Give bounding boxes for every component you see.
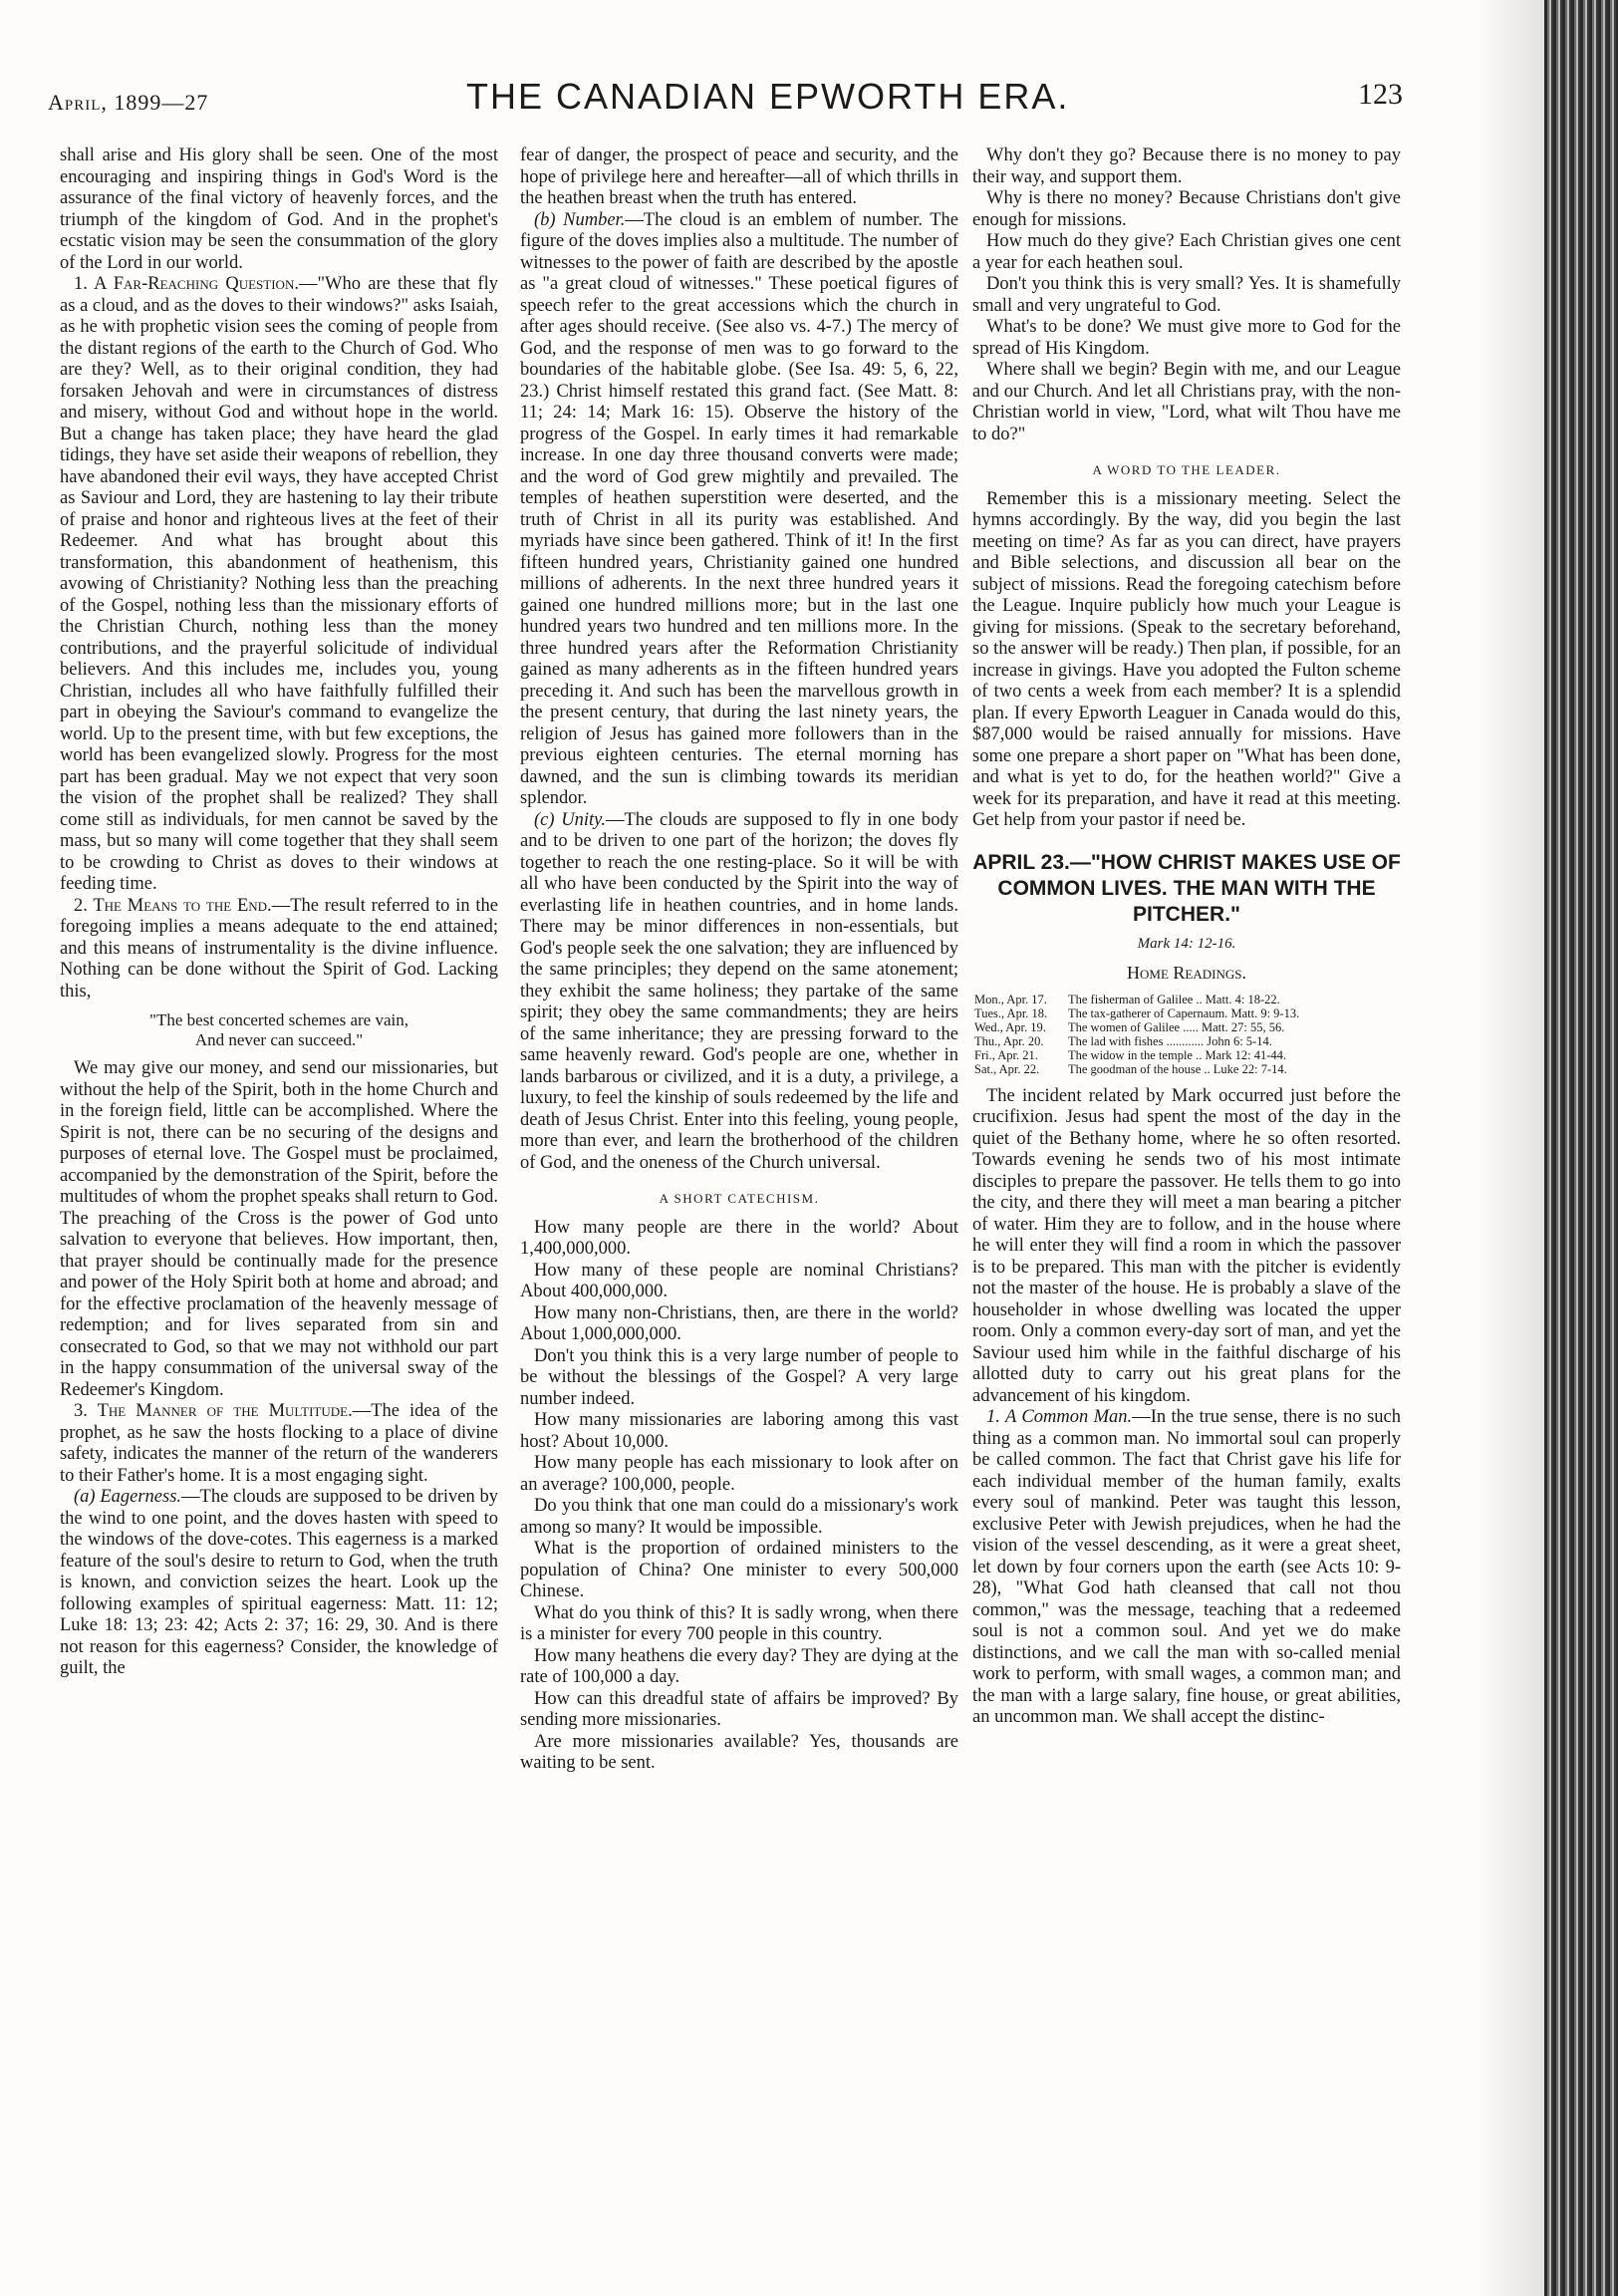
verse-quote	[60, 1010, 498, 1050]
catechism-item: What's to be done? We must give more to God for the spread of His Kingdom.	[972, 317, 1401, 359]
reading-day: Wed., Apr. 19.	[974, 1019, 1046, 1034]
catechism-heading: A SHORT CATECHISM.	[659, 1191, 820, 1206]
paragraph: shall arise and His glory shall be seen. One of the most encouraging and inspiring things in God's Word is the assurance of the final victory of heavenly forces, and the triumph of the kingdom of God. And in the prophet's ecstatic vision may be seen the consummation of the glory of the Lord in our world.	[60, 145, 498, 273]
page-gutter-shadow	[1475, 0, 1544, 2296]
home-readings-heading: Home Readings.	[1127, 963, 1246, 983]
subsection-number	[520, 210, 958, 810]
paragraph: We may give our money, and send our missionaries, but without the help of the Spirit, both in the home Church and in the foreign field, little can be accomplished. Where the Spirit is not, there can be no securing of the designs and purposes of eternal love. The Gospel must be proclaimed, accompanied by the demonstration of the Spirit, before the multitudes of whom the prophet speaks shall return to God. The preaching of the Cross is the power of God unto salvation to everyone that believes. How important, then, that prayer should be continually made for the presence and power of the Holy Spirit both at home and abroad; and for the effective proclamation of the heavenly message of redemption; and for lives separated from sin and consecrated to God, so that we may not withhold our part in the happy consummation of the universal sway of the Redeemer's Kingdom.	[60, 1058, 498, 1400]
catechism-item: How many non-Christians, then, are there in the world? About 1,000,000,000.	[520, 1302, 958, 1344]
scripture-reference: Mark 14: 12-16.	[1137, 935, 1236, 952]
catechism-item: Do you think that one man could do a missionary's work among so many? It would be impossible.	[520, 1496, 958, 1538]
header-date: April, 1899—27	[48, 90, 209, 115]
section-means-to-end	[60, 896, 498, 1004]
leader-heading: A WORD TO THE LEADER.	[1092, 462, 1281, 477]
section-heading: 1. A Far-Reaching Question.	[74, 274, 299, 294]
reading-day: Fri., Apr. 21.	[974, 1047, 1038, 1062]
page-number: 123	[1358, 78, 1403, 111]
page-header	[48, 72, 1403, 122]
reading-day: Tues., Apr. 18.	[974, 1005, 1048, 1020]
table-row	[972, 993, 1401, 1006]
catechism-item: Where shall we begin? Begin with me, and our League and our Church. And let all Christians pray, with the non-Christian world in view, "Lord, what wilt Thou have me to do?"	[972, 360, 1401, 444]
reading-day: Sat., Apr. 22.	[974, 1061, 1040, 1076]
catechism-item: How many people are there in the world? About 1,400,000,000.	[520, 1217, 958, 1259]
subsection-body: —The clouds are supposed to fly in one body and to be driven to one part of the horizon; the doves fly together to reach the one resting-place. So it will be with all who have been conducted by the Spirit into the way of everlasting life in heathen countries, and in home lands. There may be minor differences in non-essentials, but God's people seek the one salvation; they are influenced by the same principles; they depend on the same atonement; they exhibit the same holiness; they partake of the same spirit; they obey the same commandments; they are heirs of the same inheritance; they are pressing forward to the same heavenly reward. God's people are one, whether in lands barbarous or civilized, and it is a duty, a privilege, a luxury, to feel the kinship of souls redeemed by the life and death of Jesus Christ. Enter into this feeling, young people, more than ever, and learn the brotherhood of the children of God, and the oneness of the Church universal.	[520, 809, 958, 1173]
column-1	[60, 145, 498, 1680]
reading-day: Mon., Apr. 17.	[974, 992, 1047, 1006]
reading-text: The women of Galilee ..... Matt. 27: 55, 56.	[1068, 1019, 1285, 1034]
reading-text: The goodman of the house .. Luke 22: 7-14.	[1068, 1061, 1287, 1076]
section-far-reaching-question	[60, 274, 498, 896]
table-row	[972, 1034, 1401, 1048]
column-2	[520, 145, 958, 1775]
catechism-item: How can this dreadful state of affairs be improved? By sending more missionaries.	[520, 1688, 958, 1730]
table-row	[972, 1020, 1401, 1034]
column-3	[972, 145, 1401, 1729]
table-row	[972, 1006, 1401, 1020]
reading-text: The tax-gatherer of Capernaum. Matt. 9: 9-13.	[1068, 1005, 1300, 1020]
quote-line: "The best concerted schemes are vain,	[149, 1010, 408, 1029]
catechism-item: How many missionaries are laboring among this vast host? About 10,000.	[520, 1410, 958, 1452]
subsection-heading: (c) Unity.	[534, 809, 606, 830]
catechism-item: Don't you think this is very small? Yes. It is shamefully small and very ungrateful to God.	[972, 274, 1401, 316]
subsection-heading: (b) Number.	[534, 209, 626, 230]
topic-title: APRIL 23.—"HOW CHRIST MAKES USE OF COMMON LIVES. THE MAN WITH THE PITCHER."	[972, 850, 1401, 926]
subsection-unity	[520, 810, 958, 1175]
section-body: —The idea of the prophet, as he saw the hosts flocking to a place of divine safety, indicates the manner of the return of the wanderers to their Father's home. It is a most engaging sight.	[60, 1401, 498, 1486]
catechism-item: Why is there no money? Because Christians don't give enough for missions.	[972, 188, 1401, 230]
catechism-item: Don't you think this is a very large number of people to be without the blessings of the Gospel? A very large number indeed.	[520, 1345, 958, 1409]
catechism-item: How much do they give? Each Christian gives one cent a year for each heathen soul.	[972, 231, 1401, 273]
section-body: —In the true sense, there is no such thing as a common man. No immortal soul can properly be called common. The fact that Christ gave his life for each individual member of the human family, exalts every soul of mankind. Peter was taught this lesson, exclusive Peter with Jewish prejudices, when he had the vision of the vessel descending, as it were a great sheet, let down by four corners upon the earth (see Acts 10: 9-28), "What God hath cleansed that call not thou common," was the message, teaching that a redeemed soul is not a common soul. And yet we do make distinctions, and we call the man with so-called menial work to perform, with small wages, a common man; and the man with a large salary, fine house, or great abilities, an uncommon man. We shall accept the distinc-	[972, 1407, 1401, 1727]
book-spine-edge	[1544, 0, 1618, 2296]
paragraph: The incident related by Mark occurred just before the crucifixion. Jesus had spent the most of the day in the quiet of the Bethany home, where he so often resorted. Towards evening he sends two of his most intimate disciples to prepare the passover. He tells them to go into the city, and there they will meet a man bearing a pitcher of water. Him they are to follow, and in the house where he will enter they will find a room in which the passover is to be prepared. This man with the pitcher is evidently not the master of the house. He is probably a slave of the householder in whose dwelling was located the upper room. Only a common every-day sort of man, and yet the Saviour used him while in the faithful discharge of his allotted duty to carry out his great plans for the advancement of his kingdom.	[972, 1085, 1401, 1406]
table-row	[972, 1062, 1401, 1076]
catechism-item: Are more missionaries available? Yes, thousands are waiting to be sent.	[520, 1731, 958, 1773]
reading-text: The widow in the temple .. Mark 12: 41-44.	[1068, 1047, 1287, 1062]
section-manner-of-multitude	[60, 1401, 498, 1487]
subsection-heading: (a) Eagerness.	[74, 1487, 182, 1507]
catechism-item: What is the proportion of ordained ministers to the population of China? One minister to every 500,000 Chinese.	[520, 1539, 958, 1601]
subsection-body: —The cloud is an emblem of number. The figure of the doves implies also a multitude. The number of witnesses to the power of faith are described by the apostle as "a great cloud of witnesses." These poetical figures of speech refer to the great accessions which the church in after ages should receive. (See also vs. 4-7.) The mercy of God, and the response of men was to go forward to the boundaries of the habitable globe. (See Isa. 49: 5, 6, 22, 23.) Christ himself restated this grand fact. (See Matt. 8: 11; 24: 14; Mark 16: 15). Observe the history of the progress of the Gospel. In early times it had remarkable increase. In one day three thousand converts were made; and the word of God grew mightily and prevailed. The temples of heathen superstition were deserted, and the truth of Christ in all its purity was established. And myriads have since been gathered. Think of it! In the first fifteen hundred years, Christianity gained one hundred millions of adherents. In the next three hundred years it gained one hundred millions more; but in the last one hundred years two hundred and ten millions more. In the three hundred years after the Reformation Christianity gained as many adherents as in the fifteen hundred years preceding it. And such has been the marvellous growth in the present century, that during the last ninety years, the religion of Jesus has gained more followers than in the previous eighteen centuries. The eternal morning has dawned, and the sun is climbing towards its meridian splendor.	[520, 209, 958, 808]
catechism-item: Why don't they go? Because there is no money to pay their way, and support them.	[972, 145, 1401, 187]
reading-text: The lad with fishes ............ John 6: 5-14.	[1068, 1033, 1272, 1048]
section-body: —"Who are these that fly as a cloud, and as the doves to their windows?" asks Isaiah, as he with prophetic vision sees the coming of people from the distant regions of the earth to the Church of God. Who are they? Well, as to their original condition, they had forsaken Jehovah and were in circumstances of distress and misery, without God and without hope in the world. But a change has taken place; they have heard the glad tidings, they have set aside their weapons of rebellion, they have abandoned their evil ways, they have accepted Christ as Saviour and Lord, they are hastening to lay their tribute of praise and honor and righteous lives at the feet of their Redeemer. And what has brought about this transformation, this abandonment of heathenism, this avowing of Christianity? Nothing less than the preaching of the Gospel, nothing less than the missionary efforts of the Christian Church, nothing less than the money contributions, and the prayerful solicitude of individual believers. And this includes me, includes you, young Christian, includes all who have faithfully fulfilled their part in obeying the Saviour's command to evangelize the world. Up to the present time, with but few exceptions, the world has been evangelized slowly. Progress for the most part has been gradual. May we not expect that very soon the vision of the prophet shall be realized? They shall come still as individuals, for men cannot be saved by the mass, but so many will come together that they shall seem to be crowding to Christ as doves to their windows at feeding time.	[60, 274, 498, 894]
catechism-item: What do you think of this? It is sadly wrong, when there is a minister for every 700 people in this country.	[520, 1602, 958, 1644]
section-heading: 3. The Manner of the Multitude.	[74, 1401, 353, 1421]
catechism-item: How many of these people are nominal Christians? About 400,000,000.	[520, 1260, 958, 1301]
leader-paragraph: Remember this is a missionary meeting. Select the hymns accordingly. By the way, did you begin the last meeting on time? As far as you can direct, have prayers and Bible selections, and discussion all bear on the subject of missions. Read the foregoing catechism before the League. Inquire publicly how much your League is giving for missions. (Speak to the secretary beforehand, so the answer will be ready.) Then plan, if possible, for an increase in givings. Have you adopted the Fulton scheme of two cents a week from each member? It is a splendid plan. If every Epworth Leaguer in Canada would do this, $87,000 would be raised annually for missions. Have some one prepare a short paper on "What has been done, and what is yet to do, for the heathen world?" Give a week for its preparation, and have it read at this meeting. Get help from your pastor if need be.	[972, 488, 1401, 830]
section-heading: 2. The Means to the End.	[74, 895, 272, 916]
reading-text: The fisherman of Galilee .. Matt. 4: 18-22.	[1068, 992, 1280, 1006]
table-row	[972, 1048, 1401, 1062]
section-common-man	[972, 1407, 1401, 1729]
reading-day: Thu., Apr. 20.	[974, 1033, 1044, 1048]
catechism-item: How many heathens die every day? They are dying at the rate of 100,000 a day.	[520, 1645, 958, 1687]
publication-title: THE CANADIAN EPWORTH ERA.	[466, 76, 1070, 117]
quote-line: And never can succeed."	[194, 1030, 364, 1049]
subsection-eagerness	[60, 1487, 498, 1680]
catechism-item: How many people has each missionary to look after on an average? 100,000, people.	[520, 1453, 958, 1495]
section-heading: 1. A Common Man.	[986, 1407, 1133, 1427]
section-body: —The result referred to in the foregoing implies a means adequate to the end attained; and this means of instrumentality is the divine influence. Nothing can be done without the Spirit of God. Lacking this,	[60, 895, 498, 1002]
subsection-body: —The clouds are supposed to be driven by the wind to one point, and the doves hasten with speed to the windows of the dove-cotes. This eagerness is a marked feature of the soul's desire to return to God, when the truth is known, and conviction seizes the heart. Look up the following examples of spiritual eagerness: Matt. 11: 12; Luke 18: 13; 23: 42; Acts 2: 37; 16: 29, 30. And is there not reason for this eagerness? Consider, the knowledge of guilt, the	[60, 1487, 498, 1678]
home-readings-table	[972, 993, 1401, 1076]
paragraph: fear of danger, the prospect of peace and security, and the hope of privilege here and hereafter—all of which thrills in the heathen breast when the truth has entered.	[520, 145, 958, 208]
